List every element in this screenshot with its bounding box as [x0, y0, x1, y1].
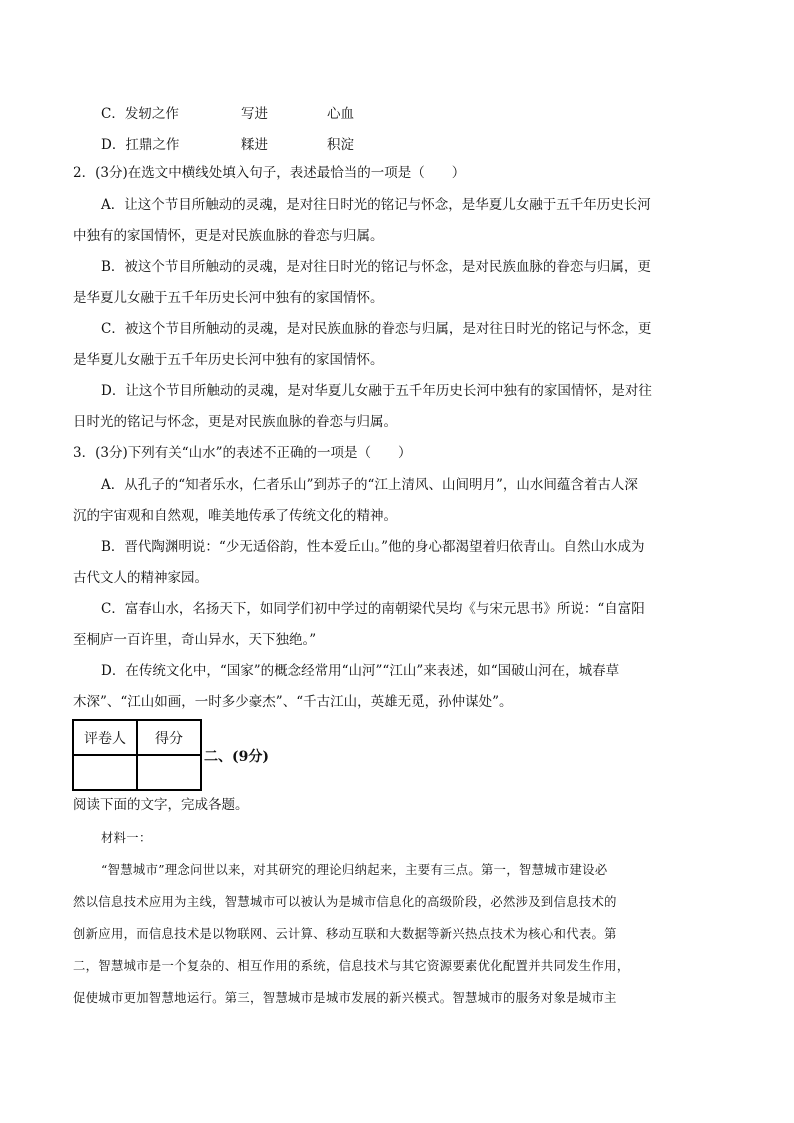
grader-cell: [73, 755, 137, 790]
material-line: 然以信息技术应用为主线，智慧城市可以被认为是城市信息化的高级阶段，必然涉及到信息技术的: [73, 895, 617, 909]
q1-option-d-word2: 糅进: [241, 137, 268, 153]
q2-option-d-line2: 日时光的铭记与怀念，更是对民族血脉的眷恋与归属。: [73, 414, 397, 430]
material-line: “智慧城市”理念问世以来，对其研究的理论归纳起来，主要有三点。第一，智慧城市建设必: [101, 863, 608, 877]
reading-instruction: 阅读下面的文字，完成各题。: [73, 797, 249, 813]
q1-option-d-word3: 积淀: [327, 137, 354, 153]
q2-option-a-line1: A．让这个节目所触动的灵魂，是对往日时光的铭记与怀念，是华夏儿女融于五千年历史长河: [101, 197, 651, 213]
q3-option-c-line1: C．富春山水，名扬天下，如同学们初中学过的南朝梁代吴均《与宋元思书》所说：“自富阳: [101, 601, 645, 617]
q1-option-c-label: C．发轫之作: [101, 106, 179, 122]
q2-option-c-line1: C．被这个节目所触动的灵魂，是对民族血脉的眷恋与归属，是对往日时光的铭记与怀念，更: [101, 321, 652, 337]
score-table: [72, 719, 202, 791]
q3-option-a-line1: A．从孔子的“知者乐水，仁者乐山”到苏子的“江上清风、山间明月”，山水间蕴含着古人深: [101, 477, 638, 493]
q1-option-c-word3: 心血: [327, 106, 354, 122]
q2-option-d-line1: D．让这个节目所触动的灵魂，是对华夏儿女融于五千年历史长河中独有的家国情怀，是对往: [101, 383, 652, 399]
q2-stem: 2．(3分)在选文中横线处填入句子，表述最恰当的一项是（ ）: [73, 165, 466, 181]
section-title: 二、(9分): [204, 749, 269, 765]
q3-option-d-line1: D．在传统文化中，“国家”的概念经常用“山河”“江山”来表述，如“国破山河在，城春草: [101, 663, 620, 679]
q2-option-c-line2: 是华夏儿女融于五千年历史长河中独有的家国情怀。: [73, 352, 384, 368]
q2-option-b-line1: B．被这个节目所触动的灵魂，是对往日时光的铭记与怀念，是对民族血脉的眷恋与归属，更: [101, 259, 651, 275]
q3-stem: 3．(3分)下列有关“山水”的表述不正确的一项是（ ）: [73, 445, 412, 461]
q2-option-b-line2: 是华夏儿女融于五千年历史长河中独有的家国情怀。: [73, 290, 384, 306]
material-line: 促使城市更加智慧地运行。第三，智慧城市是城市发展的新兴模式。智慧城市的服务对象是城市主: [73, 991, 617, 1005]
q3-option-c-line2: 至桐庐一百许里，奇山异水，天下独绝。”: [73, 632, 317, 648]
grader-header: 评卷人: [73, 720, 137, 755]
q2-option-a-line2: 中独有的家国情怀，更是对民族血脉的眷恋与归属。: [73, 228, 384, 244]
q3-option-b-line1: B．晋代陶渊明说：“少无适俗韵，性本爱丘山。”他的身心都渴望着归依青山。自然山水成为: [101, 539, 645, 555]
q1-option-d-label: D．扛鼎之作: [101, 137, 180, 153]
material-line: 二，智慧城市是一个复杂的、相互作用的系统，信息技术与其它资源要素优化配置并共同发生作用，: [73, 959, 630, 973]
q3-option-a-line2: 沉的宇宙观和自然观，唯美地传承了传统文化的精神。: [73, 508, 397, 524]
q1-option-c-word2: 写进: [241, 106, 268, 122]
material-label: 材料一：: [101, 831, 152, 845]
q3-option-b-line2: 古代文人的精神家园。: [73, 570, 208, 586]
material-line: 创新应用，而信息技术是以物联网、云计算、移动互联和大数据等新兴热点技术为核心和代表。第: [73, 927, 617, 941]
score-header: 得分: [137, 720, 201, 755]
score-cell: [137, 755, 201, 790]
q3-option-d-line2: 木深”、“江山如画，一时多少豪杰”、“千古江山，英雄无觅，孙仲谋处”。: [73, 694, 513, 710]
